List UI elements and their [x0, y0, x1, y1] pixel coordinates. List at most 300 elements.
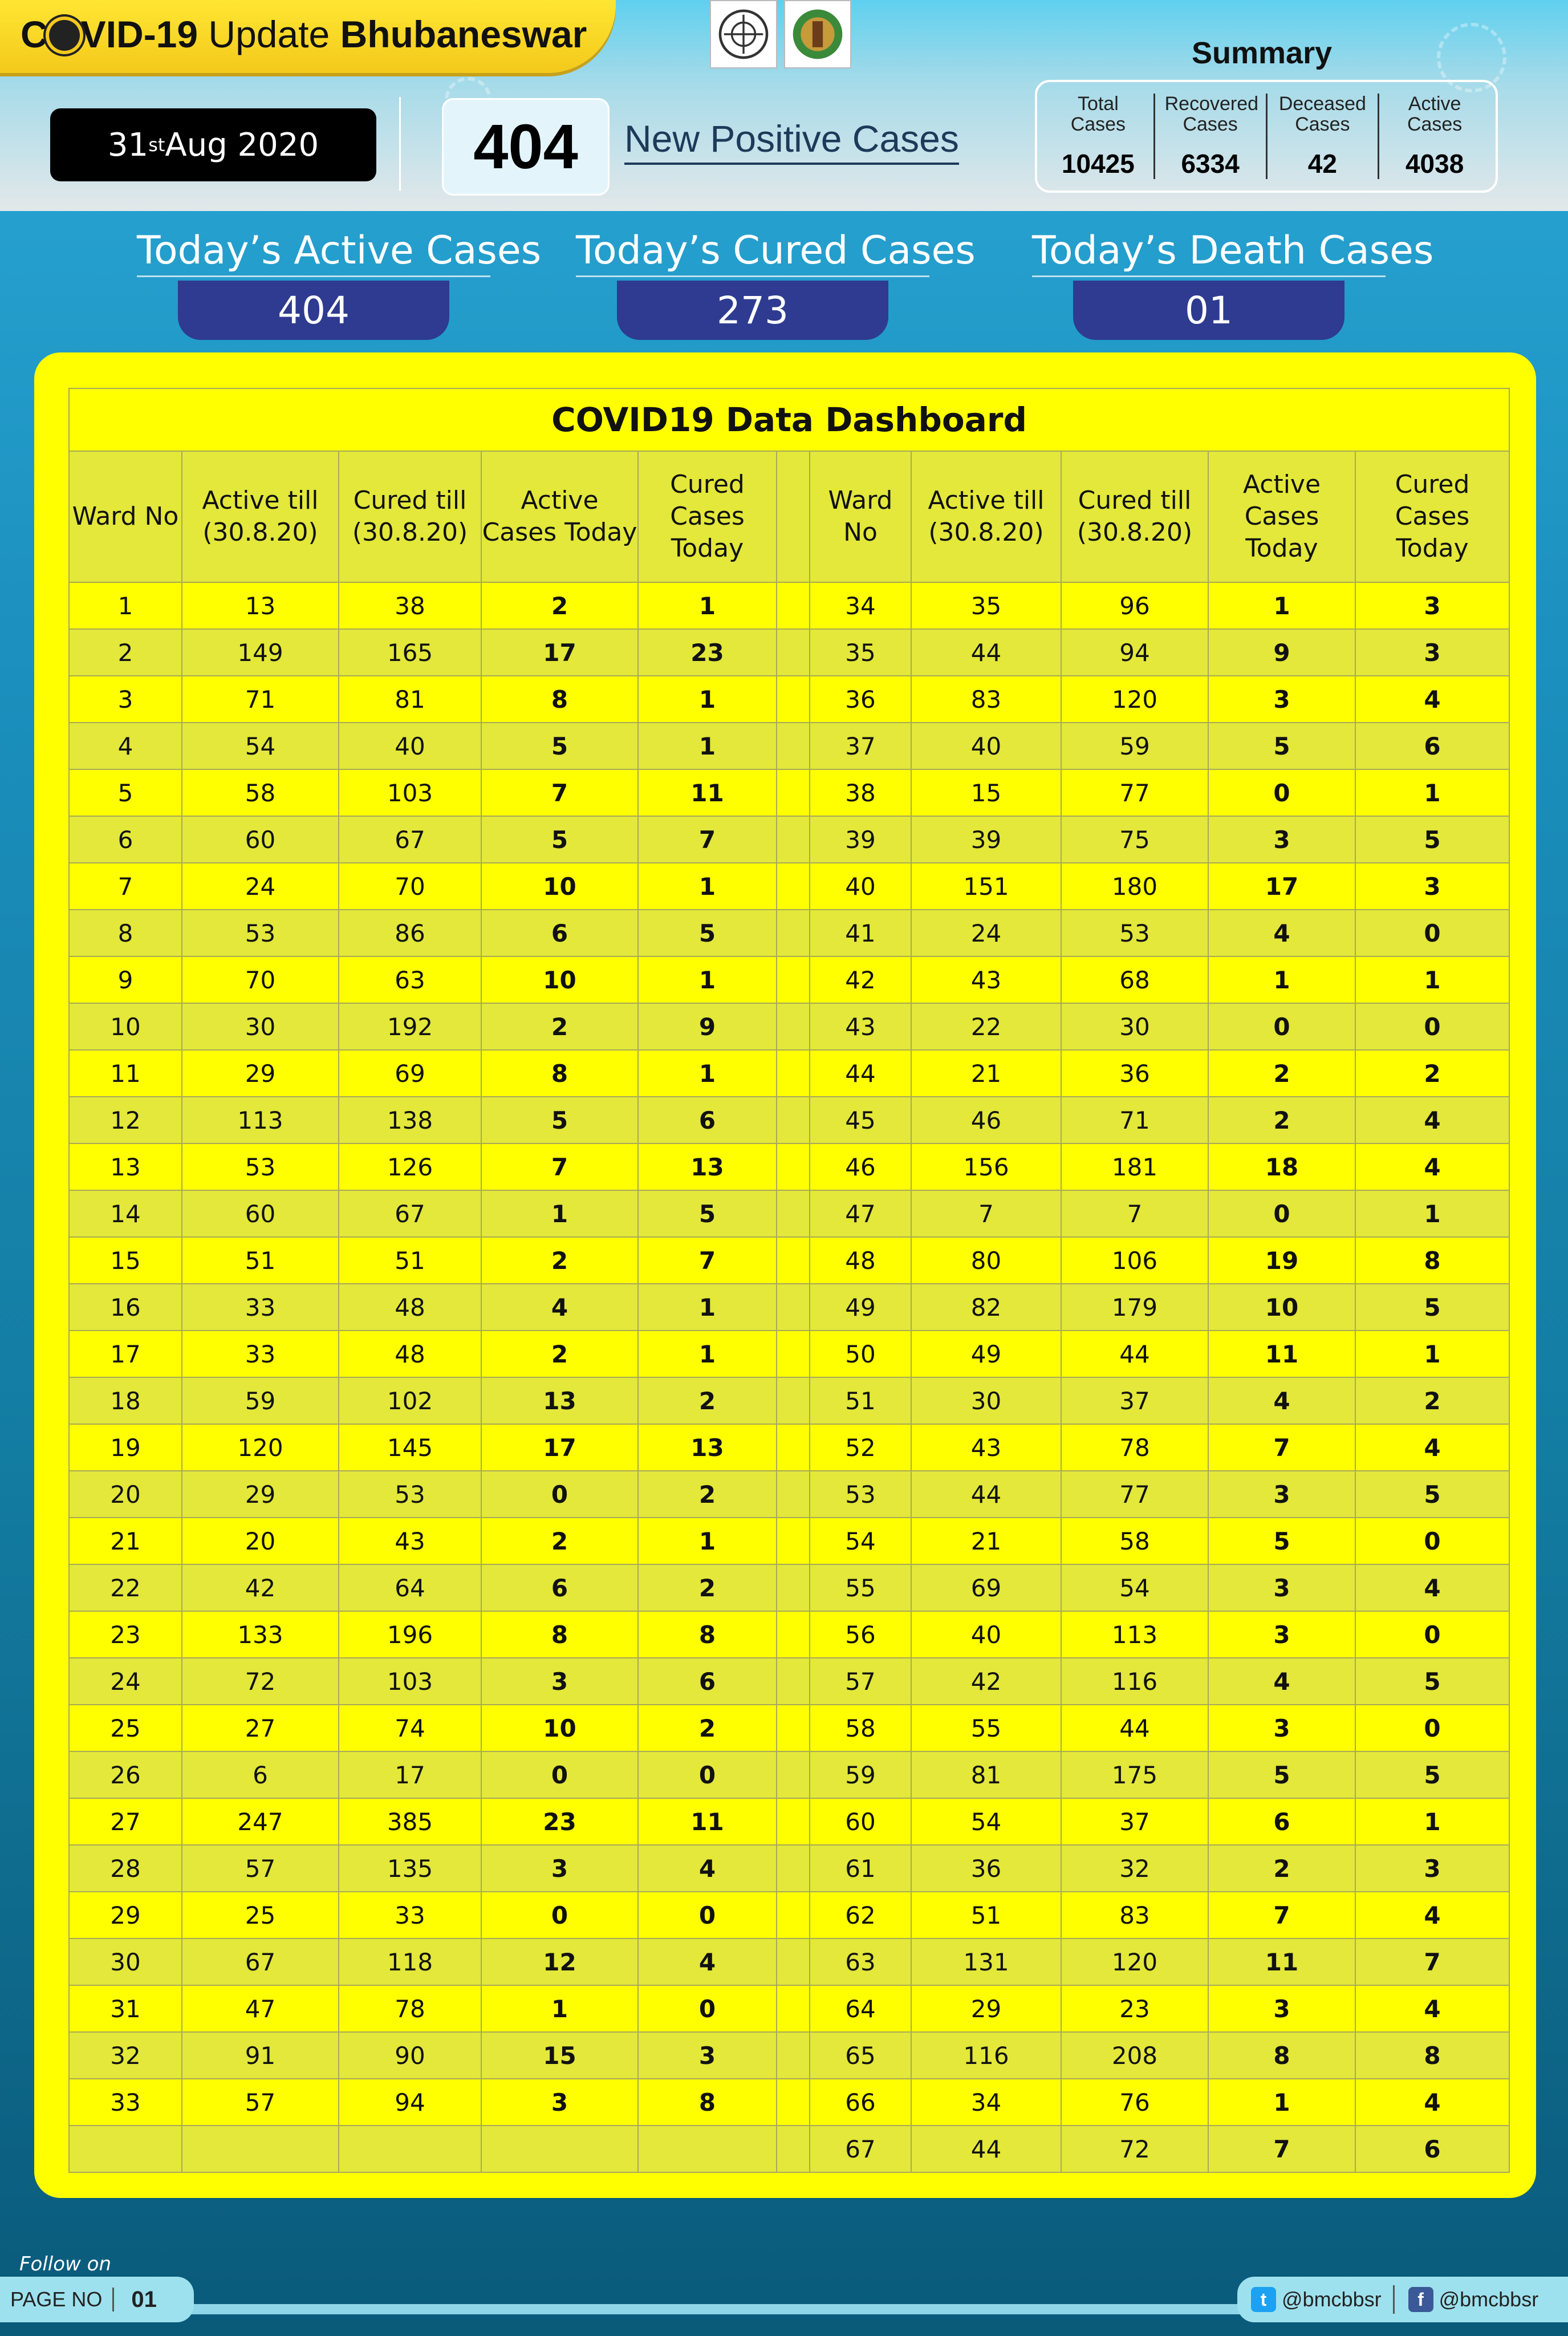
cured-till-cell: 94 — [339, 2079, 481, 2126]
active-today-cell: 6 — [481, 910, 638, 956]
active-till-cell: 83 — [911, 676, 1061, 723]
table-row — [69, 1424, 1509, 1471]
active-till-cell: 49 — [911, 1331, 1061, 1377]
cured-till-cell: 58 — [1061, 1518, 1208, 1564]
cured-today-cell: 11 — [638, 1798, 777, 1845]
cured-till-cell: 17 — [339, 1751, 481, 1798]
active-till-cell: 156 — [911, 1143, 1061, 1190]
cured-till-cell: 181 — [1061, 1143, 1208, 1190]
ward-no-cell: 3 — [69, 676, 182, 723]
active-till-cell: 24 — [911, 910, 1061, 956]
cured-till-cell: 53 — [339, 1471, 481, 1518]
table-row — [69, 1798, 1509, 1845]
today-death-stat: Today’s Death Cases 01 — [1032, 228, 1386, 340]
spacer-cell — [777, 1518, 810, 1564]
divider — [1393, 2285, 1395, 2314]
ward-no-cell: 26 — [69, 1751, 182, 1798]
cured-till-cell: 43 — [339, 1518, 481, 1564]
active-till-cell: 54 — [911, 1798, 1061, 1845]
table-row — [69, 1331, 1509, 1377]
today-active-stat: Today’s Active Cases 404 — [137, 228, 490, 340]
cured-till-cell: 102 — [339, 1377, 481, 1424]
spacer-cell — [777, 629, 810, 676]
cured-today-cell: 5 — [1355, 1284, 1509, 1331]
active-till-cell: 151 — [911, 863, 1061, 910]
active-today-cell: 7 — [1208, 2126, 1355, 2172]
active-till-cell — [182, 2126, 339, 2172]
active-till-cell: 43 — [911, 956, 1061, 1003]
active-till-cell: 15 — [911, 769, 1061, 816]
cured-till-cell: 145 — [339, 1424, 481, 1471]
active-today-cell: 6 — [1208, 1798, 1355, 1845]
active-today-cell: 1 — [481, 1985, 638, 2032]
spacer-cell — [777, 1424, 810, 1471]
dashboard-title: COVID19 Data Dashboard — [69, 388, 1509, 451]
ward-no-cell: 10 — [69, 1003, 182, 1050]
cured-today-cell: 4 — [638, 1845, 777, 1892]
ward-no-cell — [69, 2126, 182, 2172]
table-row — [69, 1190, 1509, 1237]
cured-today-cell: 2 — [638, 1705, 777, 1751]
cured-till-cell: 77 — [1061, 769, 1208, 816]
cured-till-cell: 33 — [339, 1892, 481, 1938]
ward-no-cell: 5 — [69, 769, 182, 816]
active-till-cell: 30 — [182, 1003, 339, 1050]
ward-no-cell: 63 — [810, 1938, 911, 1985]
cured-today-cell: 7 — [1355, 1938, 1509, 1985]
spacer-cell — [777, 863, 810, 910]
ward-no-cell: 12 — [69, 1097, 182, 1143]
active-today-cell: 8 — [1208, 2032, 1355, 2079]
table-row — [69, 1658, 1509, 1705]
cured-till-cell: 72 — [1061, 2126, 1208, 2172]
active-today-cell — [481, 2126, 638, 2172]
active-today-cell: 5 — [1208, 1751, 1355, 1798]
table-row — [69, 2126, 1509, 2172]
active-till-cell: 44 — [911, 1471, 1061, 1518]
col-spacer — [777, 451, 810, 582]
cured-today-cell: 5 — [1355, 1658, 1509, 1705]
ward-no-cell: 27 — [69, 1798, 182, 1845]
active-today-cell: 3 — [481, 1845, 638, 1892]
active-till-cell: 80 — [911, 1237, 1061, 1284]
table-row — [69, 1003, 1509, 1050]
active-today-cell: 8 — [481, 1050, 638, 1097]
col-header-cured-till: Cured till (30.8.20) — [339, 451, 481, 582]
cured-till-cell: 37 — [1061, 1798, 1208, 1845]
active-till-cell: 21 — [911, 1050, 1061, 1097]
cured-today-cell: 5 — [1355, 816, 1509, 863]
cured-today-cell: 5 — [1355, 1751, 1509, 1798]
active-till-cell: 7 — [911, 1190, 1061, 1237]
ward-no-cell: 53 — [810, 1471, 911, 1518]
table-row — [69, 1892, 1509, 1938]
active-today-cell: 0 — [1208, 1190, 1355, 1237]
spacer-cell — [777, 582, 810, 629]
spacer-cell — [777, 1892, 810, 1938]
cured-today-cell: 0 — [1355, 1003, 1509, 1050]
active-today-cell: 3 — [1208, 1564, 1355, 1611]
twitter-icon[interactable]: t — [1251, 2287, 1276, 2312]
ward-no-cell: 59 — [810, 1751, 911, 1798]
col-header-active-till: Active till (30.8.20) — [911, 451, 1061, 582]
summary-active: Active Cases 4038 — [1405, 93, 1464, 179]
active-till-cell: 35 — [911, 582, 1061, 629]
active-till-cell: 47 — [182, 1985, 339, 2032]
cured-today-cell: 1 — [638, 723, 777, 769]
cured-today-cell: 1 — [1355, 1331, 1509, 1377]
ward-no-cell: 57 — [810, 1658, 911, 1705]
table-row — [69, 863, 1509, 910]
ward-no-cell: 46 — [810, 1143, 911, 1190]
table-row — [69, 1985, 1509, 2032]
active-today-cell: 3 — [1208, 1705, 1355, 1751]
cured-today-cell: 4 — [1355, 1143, 1509, 1190]
cured-today-cell: 4 — [1355, 676, 1509, 723]
cured-till-cell: 81 — [339, 676, 481, 723]
active-till-cell: 120 — [182, 1424, 339, 1471]
active-till-cell: 72 — [182, 1658, 339, 1705]
ward-no-cell: 7 — [69, 863, 182, 910]
cured-today-cell: 6 — [638, 1658, 777, 1705]
active-today-cell: 19 — [1208, 1237, 1355, 1284]
ward-no-cell: 11 — [69, 1050, 182, 1097]
ward-no-cell: 36 — [810, 676, 911, 723]
spacer-cell — [777, 1705, 810, 1751]
spacer-cell — [777, 769, 810, 816]
cured-till-cell: 94 — [1061, 629, 1208, 676]
spacer-cell — [777, 2079, 810, 2126]
cured-till-cell: 30 — [1061, 1003, 1208, 1050]
facebook-handle[interactable]: @bmcbbsr — [1439, 2288, 1539, 2311]
ward-no-cell: 19 — [69, 1424, 182, 1471]
cured-till-cell: 32 — [1061, 1845, 1208, 1892]
bmc-logo — [784, 0, 851, 68]
table-row — [69, 1237, 1509, 1284]
facebook-icon[interactable]: f — [1408, 2287, 1433, 2312]
cured-till-cell: 75 — [1061, 816, 1208, 863]
table-row — [69, 769, 1509, 816]
active-till-cell: 6 — [182, 1751, 339, 1798]
table-row — [69, 2032, 1509, 2079]
table-row — [69, 2079, 1509, 2126]
ward-no-cell: 54 — [810, 1518, 911, 1564]
social-links — [1237, 2277, 1568, 2322]
cured-till-cell: 51 — [339, 1237, 481, 1284]
active-today-cell: 4 — [1208, 1658, 1355, 1705]
spacer-cell — [777, 1564, 810, 1611]
active-today-cell: 3 — [1208, 1985, 1355, 2032]
ward-no-cell: 49 — [810, 1284, 911, 1331]
cured-till-cell: 78 — [1061, 1424, 1208, 1471]
active-till-cell: 131 — [911, 1938, 1061, 1985]
ward-no-cell: 31 — [69, 1985, 182, 2032]
odisha-emblem-logo — [710, 0, 777, 68]
cured-today-cell: 11 — [638, 769, 777, 816]
table-row — [69, 1751, 1509, 1798]
cured-till-cell: 69 — [339, 1050, 481, 1097]
active-till-cell: 71 — [182, 676, 339, 723]
ward-no-cell: 62 — [810, 1892, 911, 1938]
spacer-cell — [777, 1284, 810, 1331]
active-till-cell: 36 — [911, 1845, 1061, 1892]
new-positive-label: New Positive Cases — [624, 117, 959, 165]
active-today-cell: 17 — [481, 1424, 638, 1471]
active-today-cell: 3 — [1208, 1471, 1355, 1518]
spacer-cell — [777, 1097, 810, 1143]
ward-no-cell: 33 — [69, 2079, 182, 2126]
cured-today-cell: 5 — [638, 910, 777, 956]
ward-no-cell: 8 — [69, 910, 182, 956]
ward-no-cell: 40 — [810, 863, 911, 910]
cured-today-cell: 4 — [1355, 2079, 1509, 2126]
cured-today-cell: 1 — [1355, 1190, 1509, 1237]
active-till-cell: 34 — [911, 2079, 1061, 2126]
cured-till-cell: 37 — [1061, 1377, 1208, 1424]
active-till-cell: 33 — [182, 1331, 339, 1377]
cured-till-cell: 103 — [339, 1658, 481, 1705]
spacer-cell — [777, 956, 810, 1003]
cured-today-cell: 13 — [638, 1424, 777, 1471]
cured-till-cell: 138 — [339, 1097, 481, 1143]
report-date: 31 st Aug 2020 — [50, 108, 376, 181]
cured-till-cell: 77 — [1061, 1471, 1208, 1518]
active-till-cell: 133 — [182, 1611, 339, 1658]
active-today-cell: 5 — [481, 1097, 638, 1143]
cured-till-cell: 113 — [1061, 1611, 1208, 1658]
active-today-cell: 2 — [481, 1518, 638, 1564]
ward-no-cell: 20 — [69, 1471, 182, 1518]
active-till-cell: 33 — [182, 1284, 339, 1331]
cured-till-cell: 53 — [1061, 910, 1208, 956]
table-row — [69, 676, 1509, 723]
active-today-cell: 0 — [481, 1471, 638, 1518]
cured-today-cell: 4 — [638, 1938, 777, 1985]
ward-no-cell: 60 — [810, 1798, 911, 1845]
active-today-cell: 10 — [481, 956, 638, 1003]
cured-till-cell: 126 — [339, 1143, 481, 1190]
ward-no-cell: 65 — [810, 2032, 911, 2079]
ward-no-cell: 61 — [810, 1845, 911, 1892]
cured-till-cell: 120 — [1061, 676, 1208, 723]
ward-no-cell: 24 — [69, 1658, 182, 1705]
col-header-cured-today: Cured Cases Today — [638, 451, 777, 582]
active-till-cell: 44 — [911, 2126, 1061, 2172]
active-today-cell: 7 — [481, 1143, 638, 1190]
cured-today-cell: 23 — [638, 629, 777, 676]
active-today-cell: 9 — [1208, 629, 1355, 676]
active-till-cell: 54 — [182, 723, 339, 769]
cured-today-cell: 1 — [1355, 1798, 1509, 1845]
cured-today-cell: 8 — [638, 1611, 777, 1658]
cured-till-cell: 70 — [339, 863, 481, 910]
active-till-cell: 42 — [911, 1658, 1061, 1705]
active-today-cell: 3 — [1208, 816, 1355, 863]
cured-till-cell: 179 — [1061, 1284, 1208, 1331]
spacer-cell — [777, 1845, 810, 1892]
active-today-cell: 2 — [1208, 1050, 1355, 1097]
col-header-active-till: Active till (30.8.20) — [182, 451, 339, 582]
col-header-cured-till: Cured till (30.8.20) — [1061, 451, 1208, 582]
cured-today-cell: 5 — [638, 1190, 777, 1237]
ward-no-cell: 56 — [810, 1611, 911, 1658]
cured-till-cell: 54 — [1061, 1564, 1208, 1611]
spacer-cell — [777, 1003, 810, 1050]
ward-no-cell: 9 — [69, 956, 182, 1003]
ward-no-cell: 21 — [69, 1518, 182, 1564]
table-row — [69, 1938, 1509, 1985]
col-header-active-today: Active Cases Today — [1208, 451, 1355, 582]
active-today-cell: 0 — [1208, 1003, 1355, 1050]
spacer-cell — [777, 1237, 810, 1284]
active-till-cell: 42 — [182, 1564, 339, 1611]
ward-no-cell: 47 — [810, 1190, 911, 1237]
cured-till-cell: 76 — [1061, 2079, 1208, 2126]
active-today-cell: 2 — [481, 1003, 638, 1050]
spacer-cell — [777, 1751, 810, 1798]
cured-till-cell: 64 — [339, 1564, 481, 1611]
cured-today-cell: 4 — [1355, 1892, 1509, 1938]
ward-no-cell: 55 — [810, 1564, 911, 1611]
table-row — [69, 1143, 1509, 1190]
cured-today-cell — [638, 2126, 777, 2172]
ward-no-cell: 2 — [69, 629, 182, 676]
table-row — [69, 956, 1509, 1003]
twitter-handle[interactable]: @bmcbbsr — [1282, 2288, 1382, 2311]
active-till-cell: 13 — [182, 582, 339, 629]
page-number: 01 — [131, 2286, 157, 2312]
active-till-cell: 20 — [182, 1518, 339, 1564]
active-today-cell: 17 — [481, 629, 638, 676]
cured-today-cell: 8 — [1355, 2032, 1509, 2079]
summary-deceased: Deceased Cases 42 — [1268, 94, 1380, 179]
cured-today-cell: 3 — [638, 2032, 777, 2079]
cured-till-cell: 196 — [339, 1611, 481, 1658]
active-till-cell: 58 — [182, 769, 339, 816]
active-today-cell: 2 — [1208, 1097, 1355, 1143]
ward-no-cell: 6 — [69, 816, 182, 863]
active-till-cell: 59 — [182, 1377, 339, 1424]
cured-today-cell: 4 — [1355, 1097, 1509, 1143]
active-till-cell: 29 — [182, 1050, 339, 1097]
active-till-cell: 70 — [182, 956, 339, 1003]
active-till-cell: 40 — [911, 1611, 1061, 1658]
table-row — [69, 910, 1509, 956]
active-today-cell: 5 — [481, 723, 638, 769]
ward-no-cell: 15 — [69, 1237, 182, 1284]
cured-today-cell: 1 — [638, 1284, 777, 1331]
cured-till-cell: 59 — [1061, 723, 1208, 769]
table-row — [69, 816, 1509, 863]
active-today-cell: 5 — [1208, 723, 1355, 769]
cured-till-cell: 208 — [1061, 2032, 1208, 2079]
ward-no-cell: 43 — [810, 1003, 911, 1050]
spacer-cell — [777, 1611, 810, 1658]
active-till-cell: 39 — [911, 816, 1061, 863]
ward-no-cell: 29 — [69, 1892, 182, 1938]
cured-today-cell: 2 — [1355, 1050, 1509, 1097]
spacer-cell — [777, 2126, 810, 2172]
spacer-cell — [777, 1798, 810, 1845]
cured-today-cell: 4 — [1355, 1985, 1509, 2032]
ward-no-cell: 51 — [810, 1377, 911, 1424]
ward-no-cell: 37 — [810, 723, 911, 769]
cured-today-cell: 6 — [1355, 2126, 1509, 2172]
cured-today-cell: 7 — [638, 816, 777, 863]
ward-no-cell: 1 — [69, 582, 182, 629]
cured-today-cell: 1 — [638, 1331, 777, 1377]
cured-today-cell: 4 — [1355, 1424, 1509, 1471]
ward-no-cell: 45 — [810, 1097, 911, 1143]
ward-no-cell: 44 — [810, 1050, 911, 1097]
ward-no-cell: 17 — [69, 1331, 182, 1377]
cured-till-cell: 48 — [339, 1331, 481, 1377]
table-row — [69, 1845, 1509, 1892]
active-till-cell: 46 — [911, 1097, 1061, 1143]
active-today-cell: 7 — [481, 769, 638, 816]
active-today-cell: 12 — [481, 1938, 638, 1985]
active-today-cell: 3 — [481, 1658, 638, 1705]
active-till-cell: 81 — [911, 1751, 1061, 1798]
active-till-cell: 30 — [911, 1377, 1061, 1424]
cured-today-cell: 1 — [1355, 956, 1509, 1003]
active-today-cell: 2 — [481, 1331, 638, 1377]
active-today-cell: 10 — [481, 863, 638, 910]
active-today-cell: 3 — [1208, 676, 1355, 723]
ward-no-cell: 16 — [69, 1284, 182, 1331]
spacer-cell — [777, 1050, 810, 1097]
cured-today-cell: 1 — [638, 1518, 777, 1564]
cured-till-cell: 38 — [339, 582, 481, 629]
spacer-cell — [777, 1331, 810, 1377]
virus-icon — [49, 20, 80, 51]
spacer-cell — [777, 816, 810, 863]
cured-till-cell: 71 — [1061, 1097, 1208, 1143]
active-today-cell: 4 — [1208, 910, 1355, 956]
cured-today-cell: 2 — [638, 1471, 777, 1518]
ward-no-cell: 18 — [69, 1377, 182, 1424]
active-till-cell: 69 — [911, 1564, 1061, 1611]
active-today-cell: 3 — [481, 2079, 638, 2126]
active-till-cell: 60 — [182, 816, 339, 863]
active-till-cell: 22 — [911, 1003, 1061, 1050]
active-till-cell: 149 — [182, 629, 339, 676]
ward-no-cell: 34 — [810, 582, 911, 629]
cured-today-cell: 13 — [638, 1143, 777, 1190]
active-today-cell: 2 — [1208, 1845, 1355, 1892]
active-today-cell: 1 — [1208, 582, 1355, 629]
cured-today-cell: 1 — [638, 676, 777, 723]
table-row — [69, 1284, 1509, 1331]
table-header-row — [69, 451, 1509, 582]
ward-no-cell: 52 — [810, 1424, 911, 1471]
active-today-cell: 4 — [1208, 1377, 1355, 1424]
cured-till-cell: 36 — [1061, 1050, 1208, 1097]
cured-till-cell — [339, 2126, 481, 2172]
ward-no-cell: 14 — [69, 1190, 182, 1237]
active-today-cell: 10 — [1208, 1284, 1355, 1331]
spacer-cell — [777, 910, 810, 956]
col-header-ward-no: Ward No — [810, 451, 911, 582]
active-today-cell: 18 — [1208, 1143, 1355, 1190]
active-till-cell: 60 — [182, 1190, 339, 1237]
ward-no-cell: 48 — [810, 1237, 911, 1284]
cured-till-cell: 48 — [339, 1284, 481, 1331]
follow-label: Follow on — [19, 2253, 112, 2276]
new-positive-count: 404 — [442, 98, 610, 196]
active-today-cell: 0 — [481, 1751, 638, 1798]
spacer-cell — [777, 1377, 810, 1424]
